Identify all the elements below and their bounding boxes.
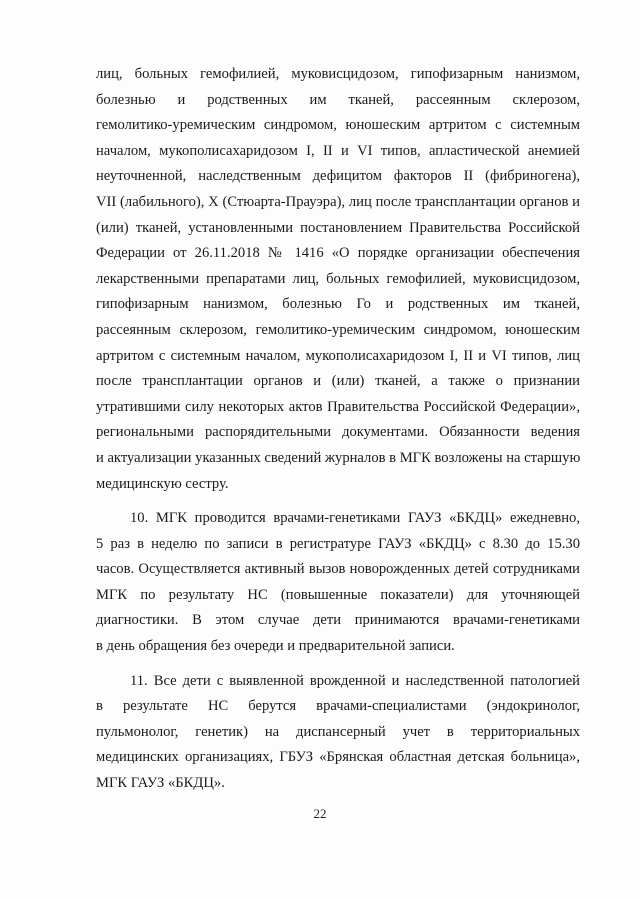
text-line: утратившими силу некоторых актов Правительства Российской Федерации», (96, 398, 580, 415)
paragraph-continuation (96, 62, 580, 497)
page-number: 22 (313, 806, 327, 821)
text-line: (или) тканей, установленными постановлением Правительства Российской (96, 219, 580, 236)
text-line: 5 раз в неделю по записи в регистратуре ГАУЗ «БКДЦ» с 8.30 до 15.30 (96, 535, 580, 552)
paragraph-item-10 (96, 506, 580, 660)
text-line: в результате НС берутся врачами-специалистами (эндокринолог, (96, 698, 580, 715)
text-line: после трансплантации органов и (или) тканей, а также о признании (96, 373, 580, 390)
text-line: неуточненной, наследственным дефицитом факторов II (фибриногена), (96, 168, 580, 185)
text-line: началом, мукополисахаридозом I, II и VI типов, апластической анемией (96, 142, 580, 159)
paragraph-item-11 (96, 669, 580, 797)
text-line: МГК по результату НС (повышенные показатели) для уточняющей (96, 586, 580, 603)
text-line: болезнью и родственных им тканей, рассеянным склерозом, (96, 91, 580, 108)
text-line: медицинскую сестру. (96, 475, 229, 492)
document-body (96, 62, 580, 806)
text-line: в день обращения без очереди и предварительной записи. (96, 638, 455, 655)
text-line: и актуализации указанных сведений журналов в МГК возложены на старшую (96, 449, 581, 466)
text-line: гипофизарным нанизмом, болезнью Го и родственных им тканей, (96, 296, 580, 313)
text-line: артритом с системным началом, мукополисахаридозом I, II и VI типов, лиц (96, 347, 580, 364)
text-line: гемолитико-уремическим синдромом, юношеским артритом с системным (96, 117, 580, 134)
text-line: 10. МГК проводится врачами-генетиками ГАУЗ «БКДЦ» ежедневно, (130, 510, 580, 527)
text-line: 11. Все дети с выявленной врожденной и наследственной патологией (130, 672, 580, 689)
text-line: МГК ГАУЗ «БКДЦ». (96, 775, 225, 792)
text-line: медицинских организациях, ГБУЗ «Брянская областная детская больница», (96, 749, 580, 766)
text-line: рассеянным склерозом, гемолитико-уремическим синдромом, юношеским (96, 321, 580, 338)
text-line: региональными распорядительными документами. Обязанности ведения (96, 424, 580, 441)
text-line: лекарственными препаратами лиц, больных гемофилией, муковисцидозом, (96, 270, 580, 287)
text-line: лиц, больных гемофилией, муковисцидозом, гипофизарным нанизмом, (96, 66, 580, 82)
text-line: Федерации от 26.11.2018 № 1416 «О порядке организации обеспечения (96, 245, 580, 262)
text-line: пульмонолог, генетик) на диспансерный учет в территориальных (96, 723, 580, 740)
text-line: диагностики. В этом случае дети принимаются врачами-генетиками (96, 612, 580, 629)
text-line: часов. Осуществляется активный вызов новорожденных детей сотрудниками (96, 561, 580, 578)
text-line: VII (лабильного), X (Стюарта-Прауэра), лиц после трансплантации органов и (96, 193, 580, 210)
